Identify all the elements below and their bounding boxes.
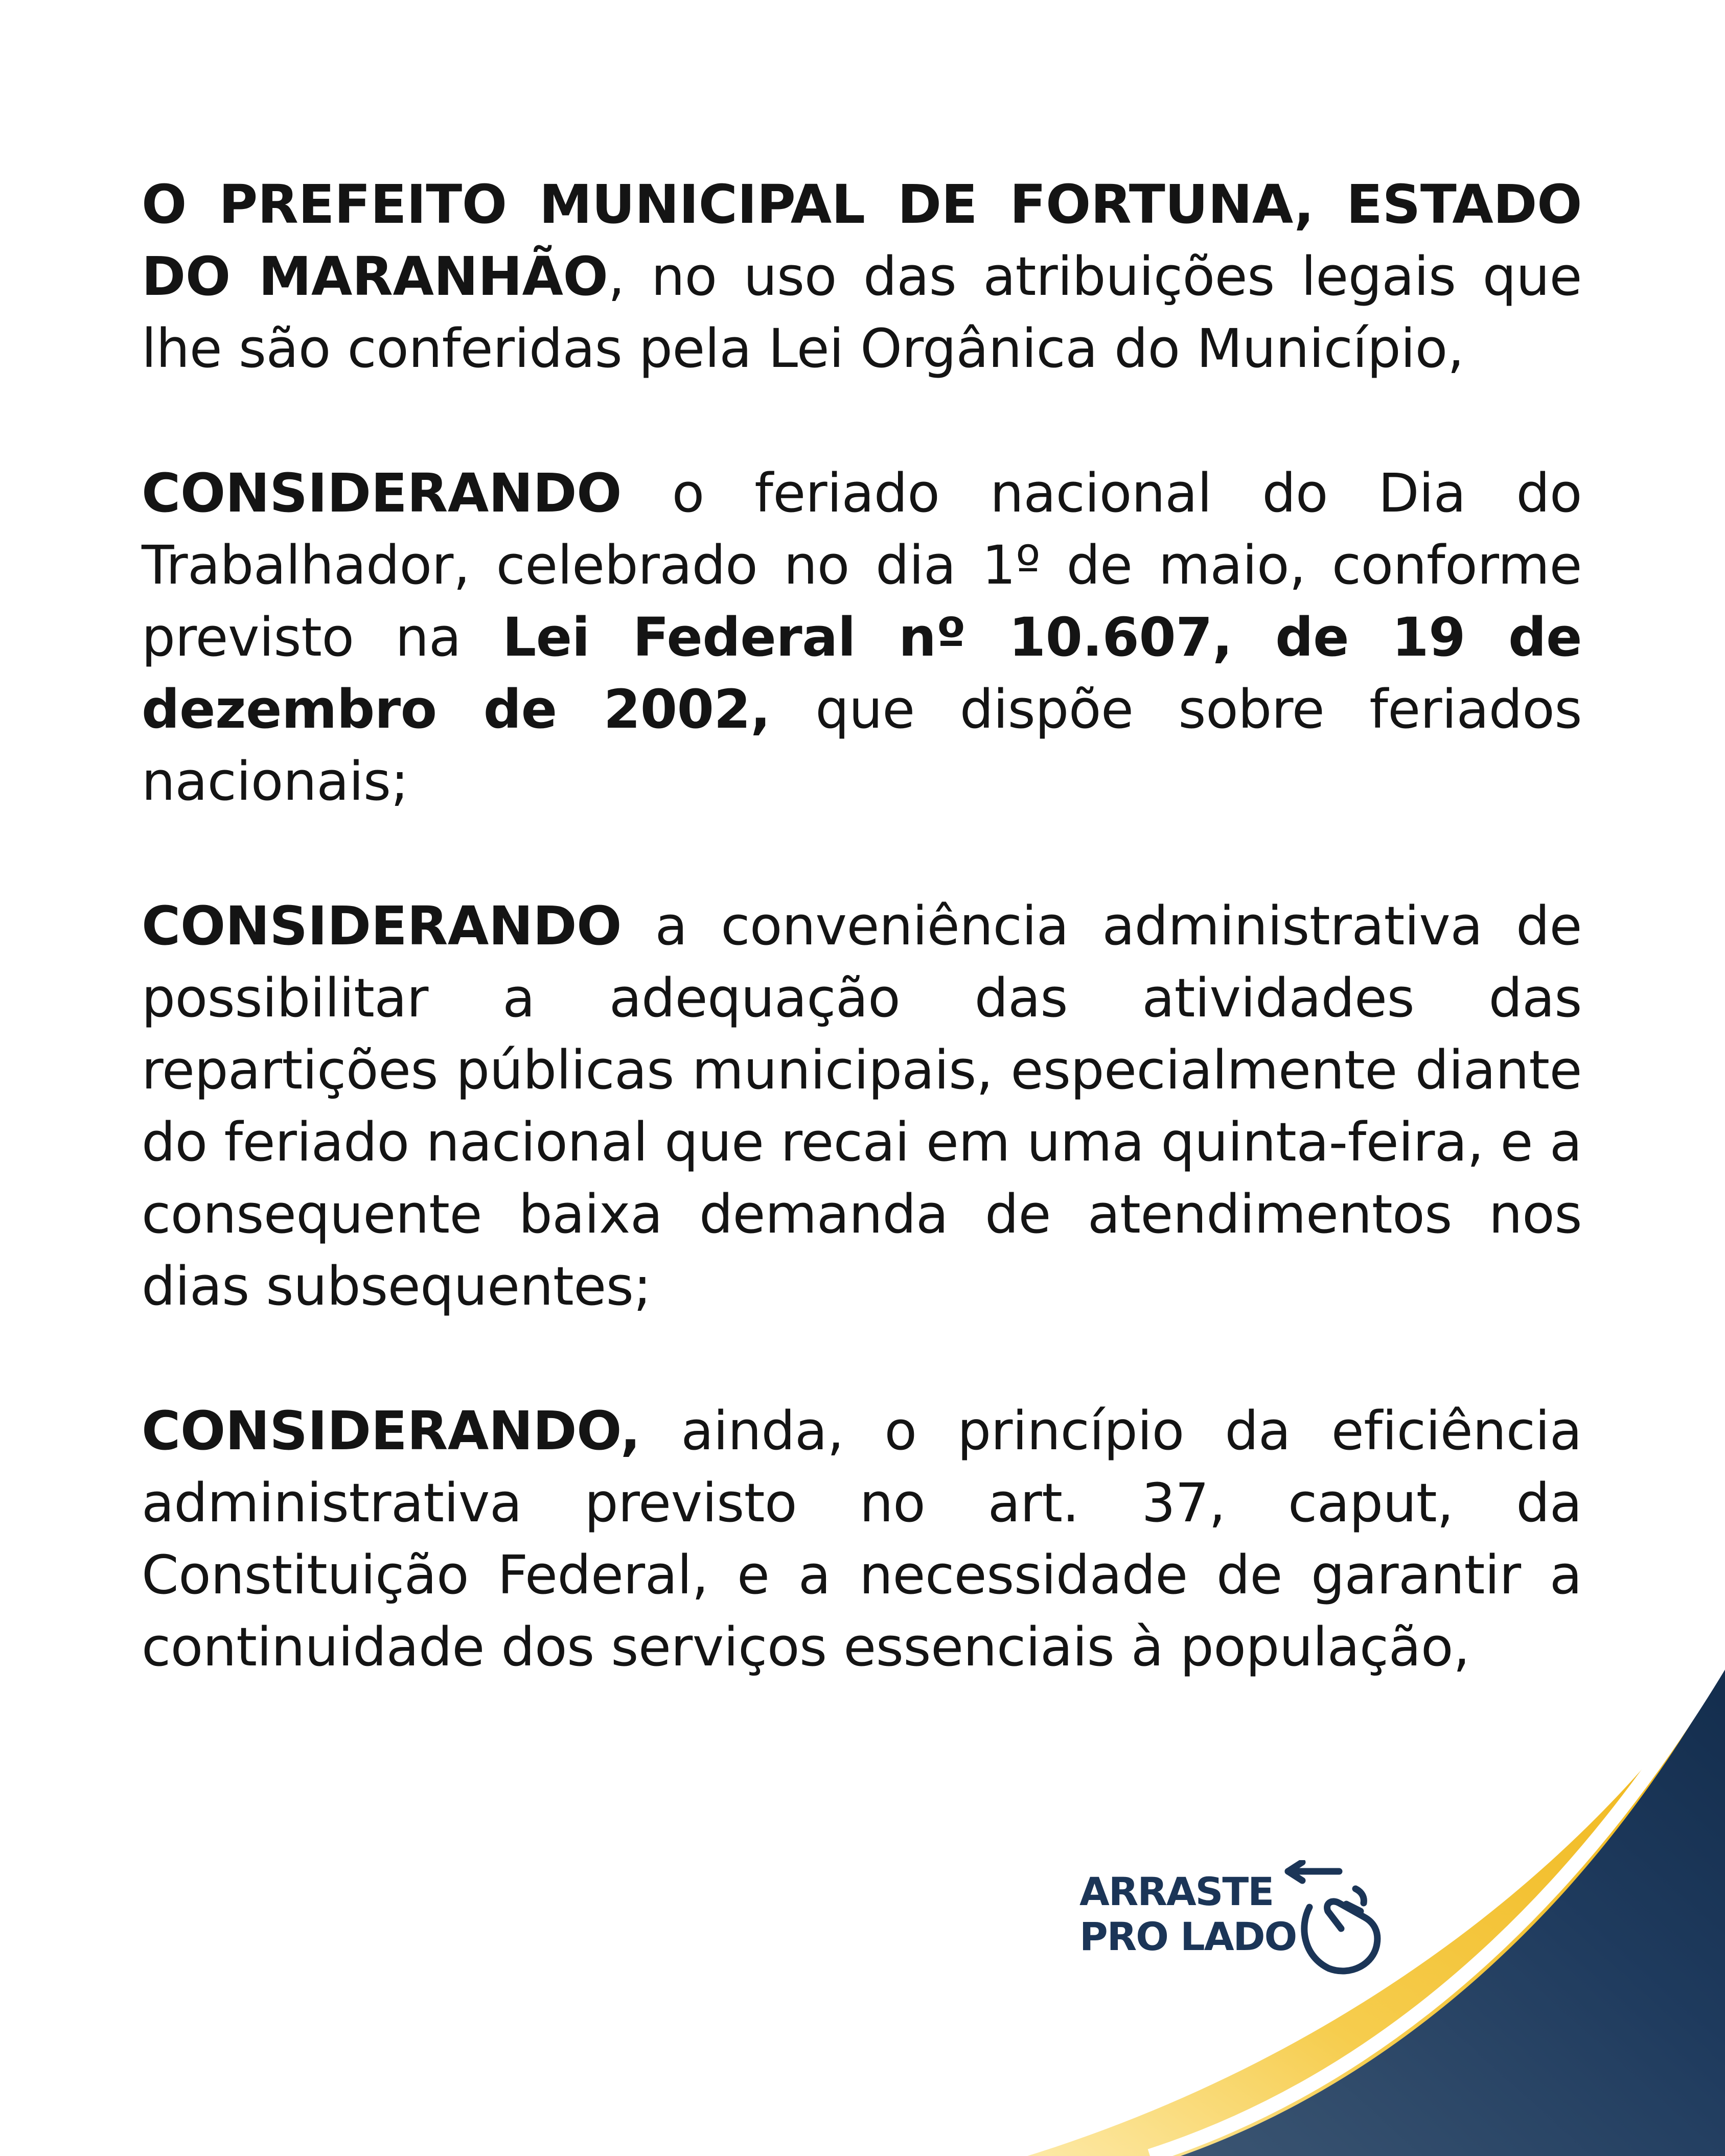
swipe-hint-label	[1079, 1869, 1296, 1959]
swipe-hint[interactable]	[1079, 1860, 1386, 1978]
swipe-hint-line-2: PRO LADO	[1079, 1914, 1297, 1959]
paragraph-text: o feriado nacional do Dia do Trabalhador, celebrado no dia 1º de maio, conforme previsto na	[142, 462, 1582, 668]
decree-text	[142, 169, 1582, 1756]
bold-lead: O PREFEITO MUNICIPAL DE FORTUNA, ESTADO DO MARANHÃO	[142, 173, 1582, 308]
bold-lead: CONSIDERANDO	[142, 895, 622, 957]
paragraph-considerando-1	[142, 457, 1582, 818]
paragraph-considerando-3	[142, 1395, 1582, 1683]
bold-lead: CONSIDERANDO	[142, 462, 622, 524]
paragraph-considerando-2	[142, 890, 1582, 1323]
bold-law-reference: Lei Federal nº 10.607, de 19 de dezembro de 2002,	[142, 606, 1582, 740]
paragraph-text: , no uso das atribuições legais que lhe são conferidas pela Lei Orgânica do Município,	[142, 245, 1582, 380]
swipe-hand-icon	[1279, 1860, 1386, 1978]
paragraph-preamble	[142, 169, 1582, 385]
swipe-hint-line-1: ARRASTE	[1079, 1869, 1274, 1914]
paragraph-text: a conveniência administrativa de possibilitar a adequação das atividades das repartições públicas municipais, especialmente diante do feriado nacional que recai em uma quinta-feira, e a consequente baixa demanda de atendimentos nos dias subsequentes;	[142, 895, 1582, 1317]
paragraph-text: ainda, o princípio da eficiência administrativa previsto no art. 37, caput, da Constituição Federal, e a necessidade de garantir a continuidade dos serviços essenciais à população,	[142, 1400, 1582, 1678]
bold-lead: CONSIDERANDO,	[142, 1400, 640, 1462]
paragraph-text: que dispõe sobre feriados nacionais;	[142, 678, 1582, 813]
